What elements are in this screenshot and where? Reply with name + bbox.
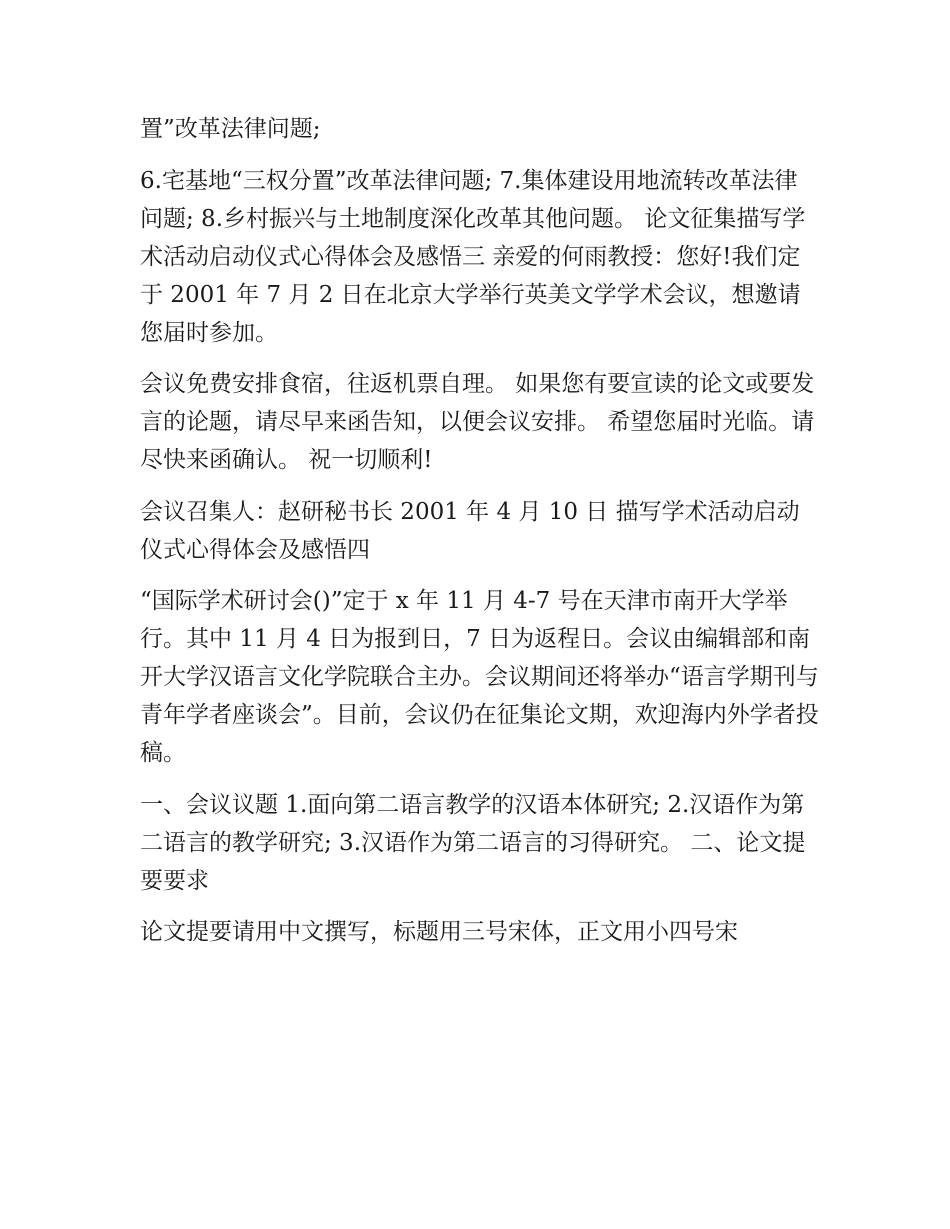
paragraph: “国际学术研讨会()”定于 x 年 11 月 4-7 号在天津市南开大学举行。其中 11 月 4 日为报到日，7 日为返程日。会议由编辑部和南开大学汉语言文化学院联合主办。会议期间还将举办“语言学期刊与青年学者座谈会”。目前，会议仍在征集论文期，欢迎海内外学者投稿。 <box>140 588 819 766</box>
paragraph: 会议免费安排食宿，往返机票自理。 如果您有要宣读的论文或要发言的论题，请尽早来函告知，以便会议安排。 希望您届时光临。请尽快来函确认。 祝一切顺利! <box>140 371 815 473</box>
paragraph: 6.宅基地“三权分置”改革法律问题; 7.集体建设用地流转改革法律问题; 8.乡村振兴与土地制度深化改革其他问题。 论文征集描写学术活动启动仪式心得体会及感悟三 亲爱的何雨教授：您好!我们定于 2001 年 7 月 2 日在北京大学举行英美文学学术会议，想邀请您届时参加。 <box>140 167 806 346</box>
document-body <box>140 110 820 965</box>
paragraph: 会议召集人：赵研秘书长 2001 年 4 月 10 日 描写学术活动启动仪式心得体会及感悟四 <box>140 498 800 563</box>
paragraph: 置”改革法律问题; <box>140 116 321 142</box>
paragraph: 论文提要请用中文撰写，标题用三号宋体，正文用小四号宋 <box>140 919 738 945</box>
paragraph: 一、会议议题 1.面向第二语言教学的汉语本体研究; 2.汉语作为第二语言的教学研究; 3.汉语作为第二语言的习得研究。 二、论文提要要求 <box>140 791 806 894</box>
